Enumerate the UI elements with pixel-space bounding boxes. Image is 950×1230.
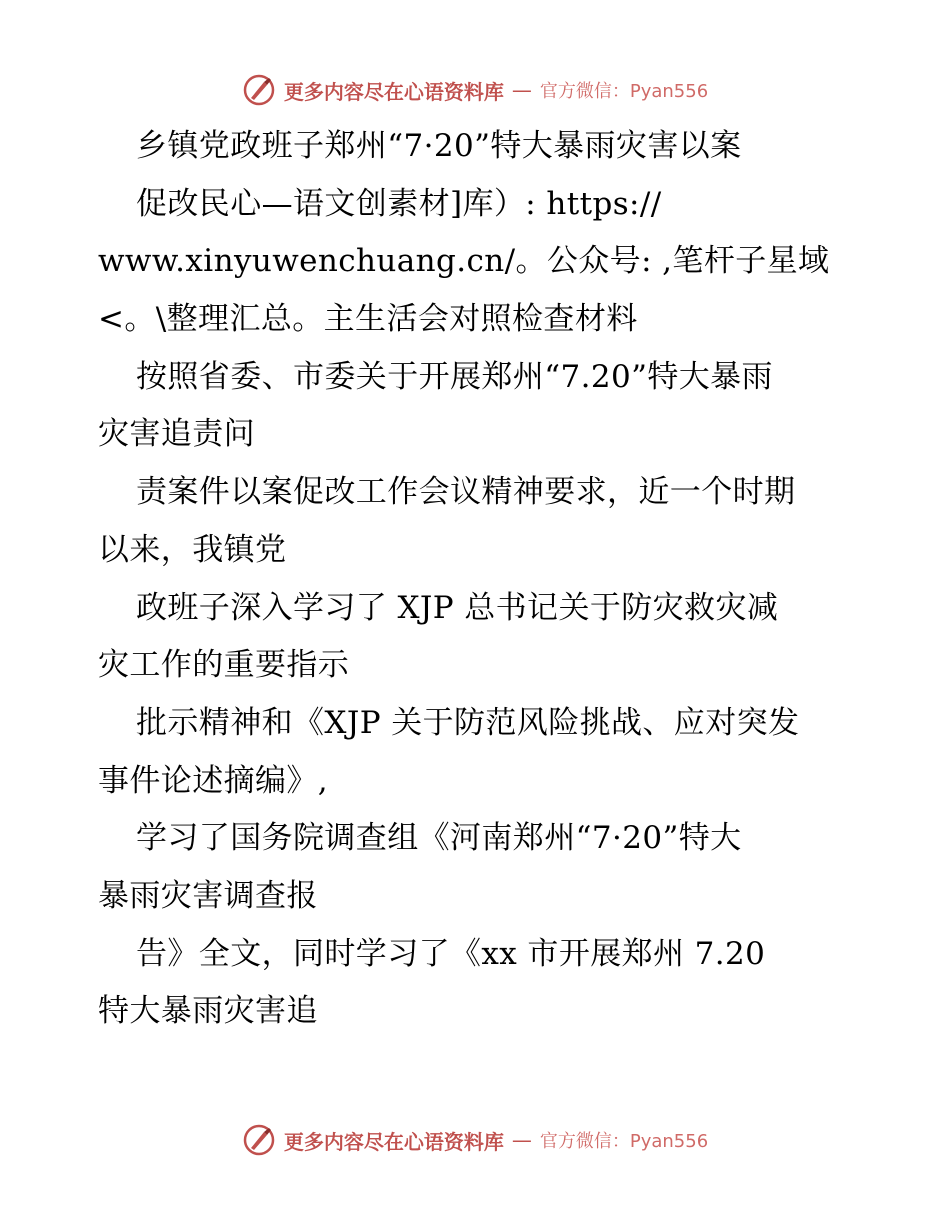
document-body <box>98 118 858 1041</box>
banner-dash: — <box>511 78 532 102</box>
quill-pen-in-circle-icon <box>242 1123 276 1157</box>
banner-site-name: 更多内容尽在心语资料库 <box>283 1129 504 1154</box>
body-line: 促改民心—语文创素材]库）: https:// <box>136 185 662 222</box>
body-line: 灾害追责问 <box>98 416 255 453</box>
body-line: <。\整理汇总。主生活会对照检查材料 <box>98 301 638 338</box>
footer-watermark-banner <box>0 1120 950 1160</box>
banner-wechat-id: 官方微信：Pyan556 <box>539 81 709 102</box>
body-line: 告》全文，同时学习了《xx 市开展郑州 7.20 <box>136 935 766 972</box>
banner-dash: — <box>511 1128 532 1152</box>
body-line: 乡镇党政班子郑州“7·20”特大暴雨灾害以案 <box>136 128 742 164</box>
body-line: 特大暴雨灾害追 <box>98 993 318 1030</box>
header-watermark-banner <box>0 70 950 110</box>
banner-site-name: 更多内容尽在心语资料库 <box>283 79 504 104</box>
body-line: 批示精神和《XJP 关于防范风险挑战、应对突发 <box>136 704 800 741</box>
body-line: 暴雨灾害调查报 <box>98 877 318 914</box>
banner-wechat-id: 官方微信：Pyan556 <box>539 1131 709 1152</box>
body-line: 学习了国务院调查组《河南郑州“7·20”特大 <box>136 820 742 857</box>
body-line: 事件论述摘编》, <box>98 762 329 799</box>
body-line: www.xinyuwenchuang.cn/。公众号: ,笔杆子星域 <box>98 243 830 280</box>
body-line: 按照省委、市委关于开展郑州“7.20”特大暴雨 <box>136 358 773 395</box>
quill-pen-in-circle-icon <box>242 73 276 107</box>
body-line: 以来，我镇党 <box>98 531 287 568</box>
body-line: 灾工作的重要指示 <box>98 647 350 684</box>
body-line: 政班子深入学习了 XJP 总书记关于防灾救灾减 <box>136 589 779 626</box>
body-line: 责案件以案促改工作会议精神要求，近一个时期 <box>136 474 796 511</box>
